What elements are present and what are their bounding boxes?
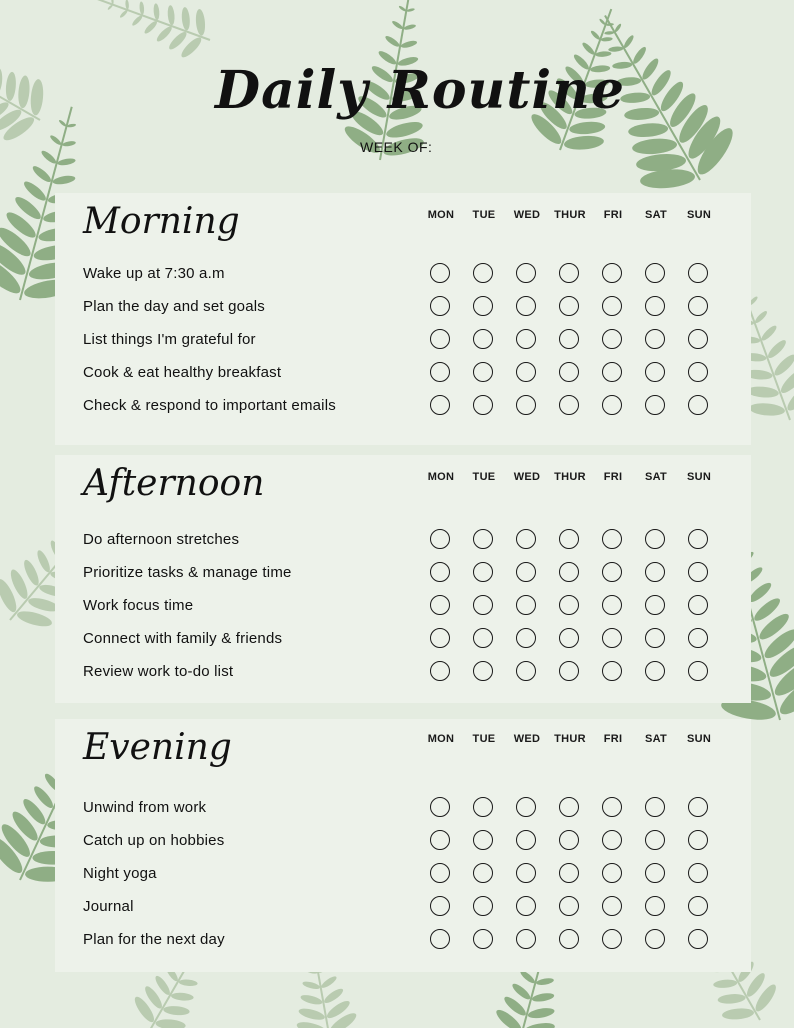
checkbox-wed[interactable] bbox=[516, 830, 536, 850]
checkbox-thur[interactable] bbox=[559, 529, 579, 549]
checkbox-sat[interactable] bbox=[645, 896, 665, 916]
checkbox-wed[interactable] bbox=[516, 797, 536, 817]
checkbox-fri[interactable] bbox=[602, 263, 622, 283]
task-label: Prioritize tasks & manage time bbox=[83, 564, 292, 581]
day-header-wed: WED bbox=[513, 733, 541, 745]
checkbox-sat[interactable] bbox=[645, 797, 665, 817]
checkbox-wed[interactable] bbox=[516, 296, 536, 316]
day-header-mon: MON bbox=[427, 471, 455, 483]
day-header-tue: TUE bbox=[472, 471, 496, 483]
checkbox-sun[interactable] bbox=[688, 661, 708, 681]
checkbox-thur[interactable] bbox=[559, 395, 579, 415]
task-row bbox=[55, 657, 751, 687]
task-row bbox=[55, 525, 751, 555]
day-header-row bbox=[419, 209, 737, 225]
task-row bbox=[55, 292, 751, 322]
checkbox-sat[interactable] bbox=[645, 296, 665, 316]
checkbox-mon[interactable] bbox=[430, 395, 450, 415]
checkbox-tue[interactable] bbox=[473, 529, 493, 549]
checkbox-thur[interactable] bbox=[559, 896, 579, 916]
checkbox-tue[interactable] bbox=[473, 797, 493, 817]
checkbox-fri[interactable] bbox=[602, 329, 622, 349]
checkbox-sat[interactable] bbox=[645, 362, 665, 382]
checkbox-wed[interactable] bbox=[516, 529, 536, 549]
day-header-sun: SUN bbox=[686, 733, 712, 745]
checkbox-fri[interactable] bbox=[602, 863, 622, 883]
checkbox-wed[interactable] bbox=[516, 595, 536, 615]
checkbox-fri[interactable] bbox=[602, 797, 622, 817]
checkbox-wed[interactable] bbox=[516, 395, 536, 415]
day-header-wed: WED bbox=[513, 209, 541, 221]
task-row bbox=[55, 793, 751, 823]
checkbox-mon[interactable] bbox=[430, 362, 450, 382]
checkbox-fri[interactable] bbox=[602, 896, 622, 916]
checkbox-sat[interactable] bbox=[645, 830, 665, 850]
checkbox-mon[interactable] bbox=[430, 595, 450, 615]
checkbox-sat[interactable] bbox=[645, 595, 665, 615]
checkbox-mon[interactable] bbox=[430, 529, 450, 549]
checkbox-fri[interactable] bbox=[602, 661, 622, 681]
checkbox-thur[interactable] bbox=[559, 296, 579, 316]
checkbox-thur[interactable] bbox=[559, 263, 579, 283]
checkbox-sat[interactable] bbox=[645, 929, 665, 949]
header bbox=[0, 52, 794, 162]
checkbox-thur[interactable] bbox=[559, 661, 579, 681]
task-label: Review work to-do list bbox=[83, 663, 234, 680]
task-label: Journal bbox=[83, 898, 134, 915]
task-label: Check & respond to important emails bbox=[83, 397, 336, 414]
checkbox-sat[interactable] bbox=[645, 661, 665, 681]
checkbox-sun[interactable] bbox=[688, 529, 708, 549]
checkbox-mon[interactable] bbox=[430, 661, 450, 681]
task-row bbox=[55, 925, 751, 955]
checkbox-sun[interactable] bbox=[688, 263, 708, 283]
checkbox-sat[interactable] bbox=[645, 329, 665, 349]
checkbox-wed[interactable] bbox=[516, 863, 536, 883]
checkbox-thur[interactable] bbox=[559, 329, 579, 349]
task-label: Connect with family & friends bbox=[83, 630, 283, 647]
checkbox-fri[interactable] bbox=[602, 296, 622, 316]
day-header-thur: THUR bbox=[554, 471, 586, 483]
checkbox-tue[interactable] bbox=[473, 830, 493, 850]
checkbox-thur[interactable] bbox=[559, 628, 579, 648]
page-title: Daily Routine bbox=[215, 60, 625, 121]
checkbox-wed[interactable] bbox=[516, 562, 536, 582]
checkbox-sun[interactable] bbox=[688, 628, 708, 648]
task-label: Plan the day and set goals bbox=[83, 298, 265, 315]
checkbox-fri[interactable] bbox=[602, 562, 622, 582]
day-header-sat: SAT bbox=[644, 209, 668, 221]
day-header-tue: TUE bbox=[472, 209, 496, 221]
checkbox-fri[interactable] bbox=[602, 929, 622, 949]
checkbox-tue[interactable] bbox=[473, 595, 493, 615]
day-header-row bbox=[419, 733, 737, 749]
checkbox-sun[interactable] bbox=[688, 896, 708, 916]
task-row bbox=[55, 259, 751, 289]
checkbox-sun[interactable] bbox=[688, 395, 708, 415]
checkbox-thur[interactable] bbox=[559, 595, 579, 615]
checkbox-tue[interactable] bbox=[473, 661, 493, 681]
checkbox-sun[interactable] bbox=[688, 329, 708, 349]
checkbox-tue[interactable] bbox=[473, 562, 493, 582]
checkbox-tue[interactable] bbox=[473, 395, 493, 415]
checkbox-tue[interactable] bbox=[473, 362, 493, 382]
section-evening bbox=[55, 719, 751, 972]
checkbox-tue[interactable] bbox=[473, 863, 493, 883]
checkbox-fri[interactable] bbox=[602, 395, 622, 415]
checkbox-sat[interactable] bbox=[645, 395, 665, 415]
checkbox-mon[interactable] bbox=[430, 929, 450, 949]
task-label: Work focus time bbox=[83, 597, 194, 614]
day-header-sat: SAT bbox=[644, 471, 668, 483]
checkbox-tue[interactable] bbox=[473, 896, 493, 916]
day-header-fri: FRI bbox=[603, 471, 623, 483]
task-row bbox=[55, 859, 751, 889]
checkbox-sun[interactable] bbox=[688, 562, 708, 582]
checkbox-thur[interactable] bbox=[559, 797, 579, 817]
task-row bbox=[55, 325, 751, 355]
task-row bbox=[55, 391, 751, 421]
checkbox-wed[interactable] bbox=[516, 263, 536, 283]
task-label: Wake up at 7:30 a.m bbox=[83, 265, 225, 282]
day-header-tue: TUE bbox=[472, 733, 496, 745]
day-header-fri: FRI bbox=[603, 209, 623, 221]
checkbox-mon[interactable] bbox=[430, 562, 450, 582]
task-label: Do afternoon stretches bbox=[83, 531, 240, 548]
checkbox-fri[interactable] bbox=[602, 362, 622, 382]
task-label: Unwind from work bbox=[83, 799, 207, 816]
checkbox-sat[interactable] bbox=[645, 628, 665, 648]
checkbox-thur[interactable] bbox=[559, 830, 579, 850]
checkbox-mon[interactable] bbox=[430, 830, 450, 850]
checkbox-sun[interactable] bbox=[688, 296, 708, 316]
section-title: Evening bbox=[83, 727, 232, 768]
checkbox-tue[interactable] bbox=[473, 263, 493, 283]
task-row bbox=[55, 358, 751, 388]
checkbox-tue[interactable] bbox=[473, 628, 493, 648]
section-afternoon bbox=[55, 455, 751, 703]
checkbox-fri[interactable] bbox=[602, 628, 622, 648]
checkbox-thur[interactable] bbox=[559, 929, 579, 949]
task-label: Night yoga bbox=[83, 865, 157, 882]
day-header-thur: THUR bbox=[554, 733, 586, 745]
day-header-sun: SUN bbox=[686, 471, 712, 483]
checkbox-mon[interactable] bbox=[430, 863, 450, 883]
checkbox-wed[interactable] bbox=[516, 661, 536, 681]
section-morning bbox=[55, 193, 751, 445]
checkbox-tue[interactable] bbox=[473, 929, 493, 949]
checkbox-sun[interactable] bbox=[688, 830, 708, 850]
checkbox-sat[interactable] bbox=[645, 863, 665, 883]
checkbox-sun[interactable] bbox=[688, 797, 708, 817]
task-label: Cook & eat healthy breakfast bbox=[83, 364, 282, 381]
day-header-wed: WED bbox=[513, 471, 541, 483]
checkbox-thur[interactable] bbox=[559, 863, 579, 883]
checkbox-sun[interactable] bbox=[688, 362, 708, 382]
checkbox-fri[interactable] bbox=[602, 529, 622, 549]
checkbox-tue[interactable] bbox=[473, 296, 493, 316]
task-label: Plan for the next day bbox=[83, 931, 225, 948]
checkbox-sat[interactable] bbox=[645, 263, 665, 283]
checkbox-sun[interactable] bbox=[688, 595, 708, 615]
task-label: Catch up on hobbies bbox=[83, 832, 225, 849]
task-label: List things I'm grateful for bbox=[83, 331, 256, 348]
checkbox-tue[interactable] bbox=[473, 329, 493, 349]
checkbox-thur[interactable] bbox=[559, 562, 579, 582]
checkbox-wed[interactable] bbox=[516, 628, 536, 648]
day-header-sat: SAT bbox=[644, 733, 668, 745]
checkbox-thur[interactable] bbox=[559, 362, 579, 382]
checkbox-mon[interactable] bbox=[430, 263, 450, 283]
day-header-mon: MON bbox=[427, 733, 455, 745]
checkbox-sat[interactable] bbox=[645, 529, 665, 549]
task-row bbox=[55, 591, 751, 621]
checkbox-mon[interactable] bbox=[430, 329, 450, 349]
checkbox-wed[interactable] bbox=[516, 929, 536, 949]
day-header-mon: MON bbox=[427, 209, 455, 221]
day-header-row bbox=[419, 471, 737, 487]
week-of-label: WEEK OF: bbox=[360, 139, 433, 155]
checkbox-wed[interactable] bbox=[516, 329, 536, 349]
checkbox-mon[interactable] bbox=[430, 896, 450, 916]
section-title: Afternoon bbox=[83, 463, 265, 504]
checkbox-wed[interactable] bbox=[516, 362, 536, 382]
section-title: Morning bbox=[83, 201, 240, 242]
task-row bbox=[55, 558, 751, 588]
day-header-fri: FRI bbox=[603, 733, 623, 745]
checkbox-fri[interactable] bbox=[602, 830, 622, 850]
checkbox-wed[interactable] bbox=[516, 896, 536, 916]
checkbox-mon[interactable] bbox=[430, 296, 450, 316]
task-row bbox=[55, 624, 751, 654]
day-header-sun: SUN bbox=[686, 209, 712, 221]
checkbox-mon[interactable] bbox=[430, 628, 450, 648]
checkbox-fri[interactable] bbox=[602, 595, 622, 615]
checkbox-mon[interactable] bbox=[430, 797, 450, 817]
checkbox-sun[interactable] bbox=[688, 929, 708, 949]
day-header-thur: THUR bbox=[554, 209, 586, 221]
task-row bbox=[55, 826, 751, 856]
task-row bbox=[55, 892, 751, 922]
checkbox-sun[interactable] bbox=[688, 863, 708, 883]
checkbox-sat[interactable] bbox=[645, 562, 665, 582]
